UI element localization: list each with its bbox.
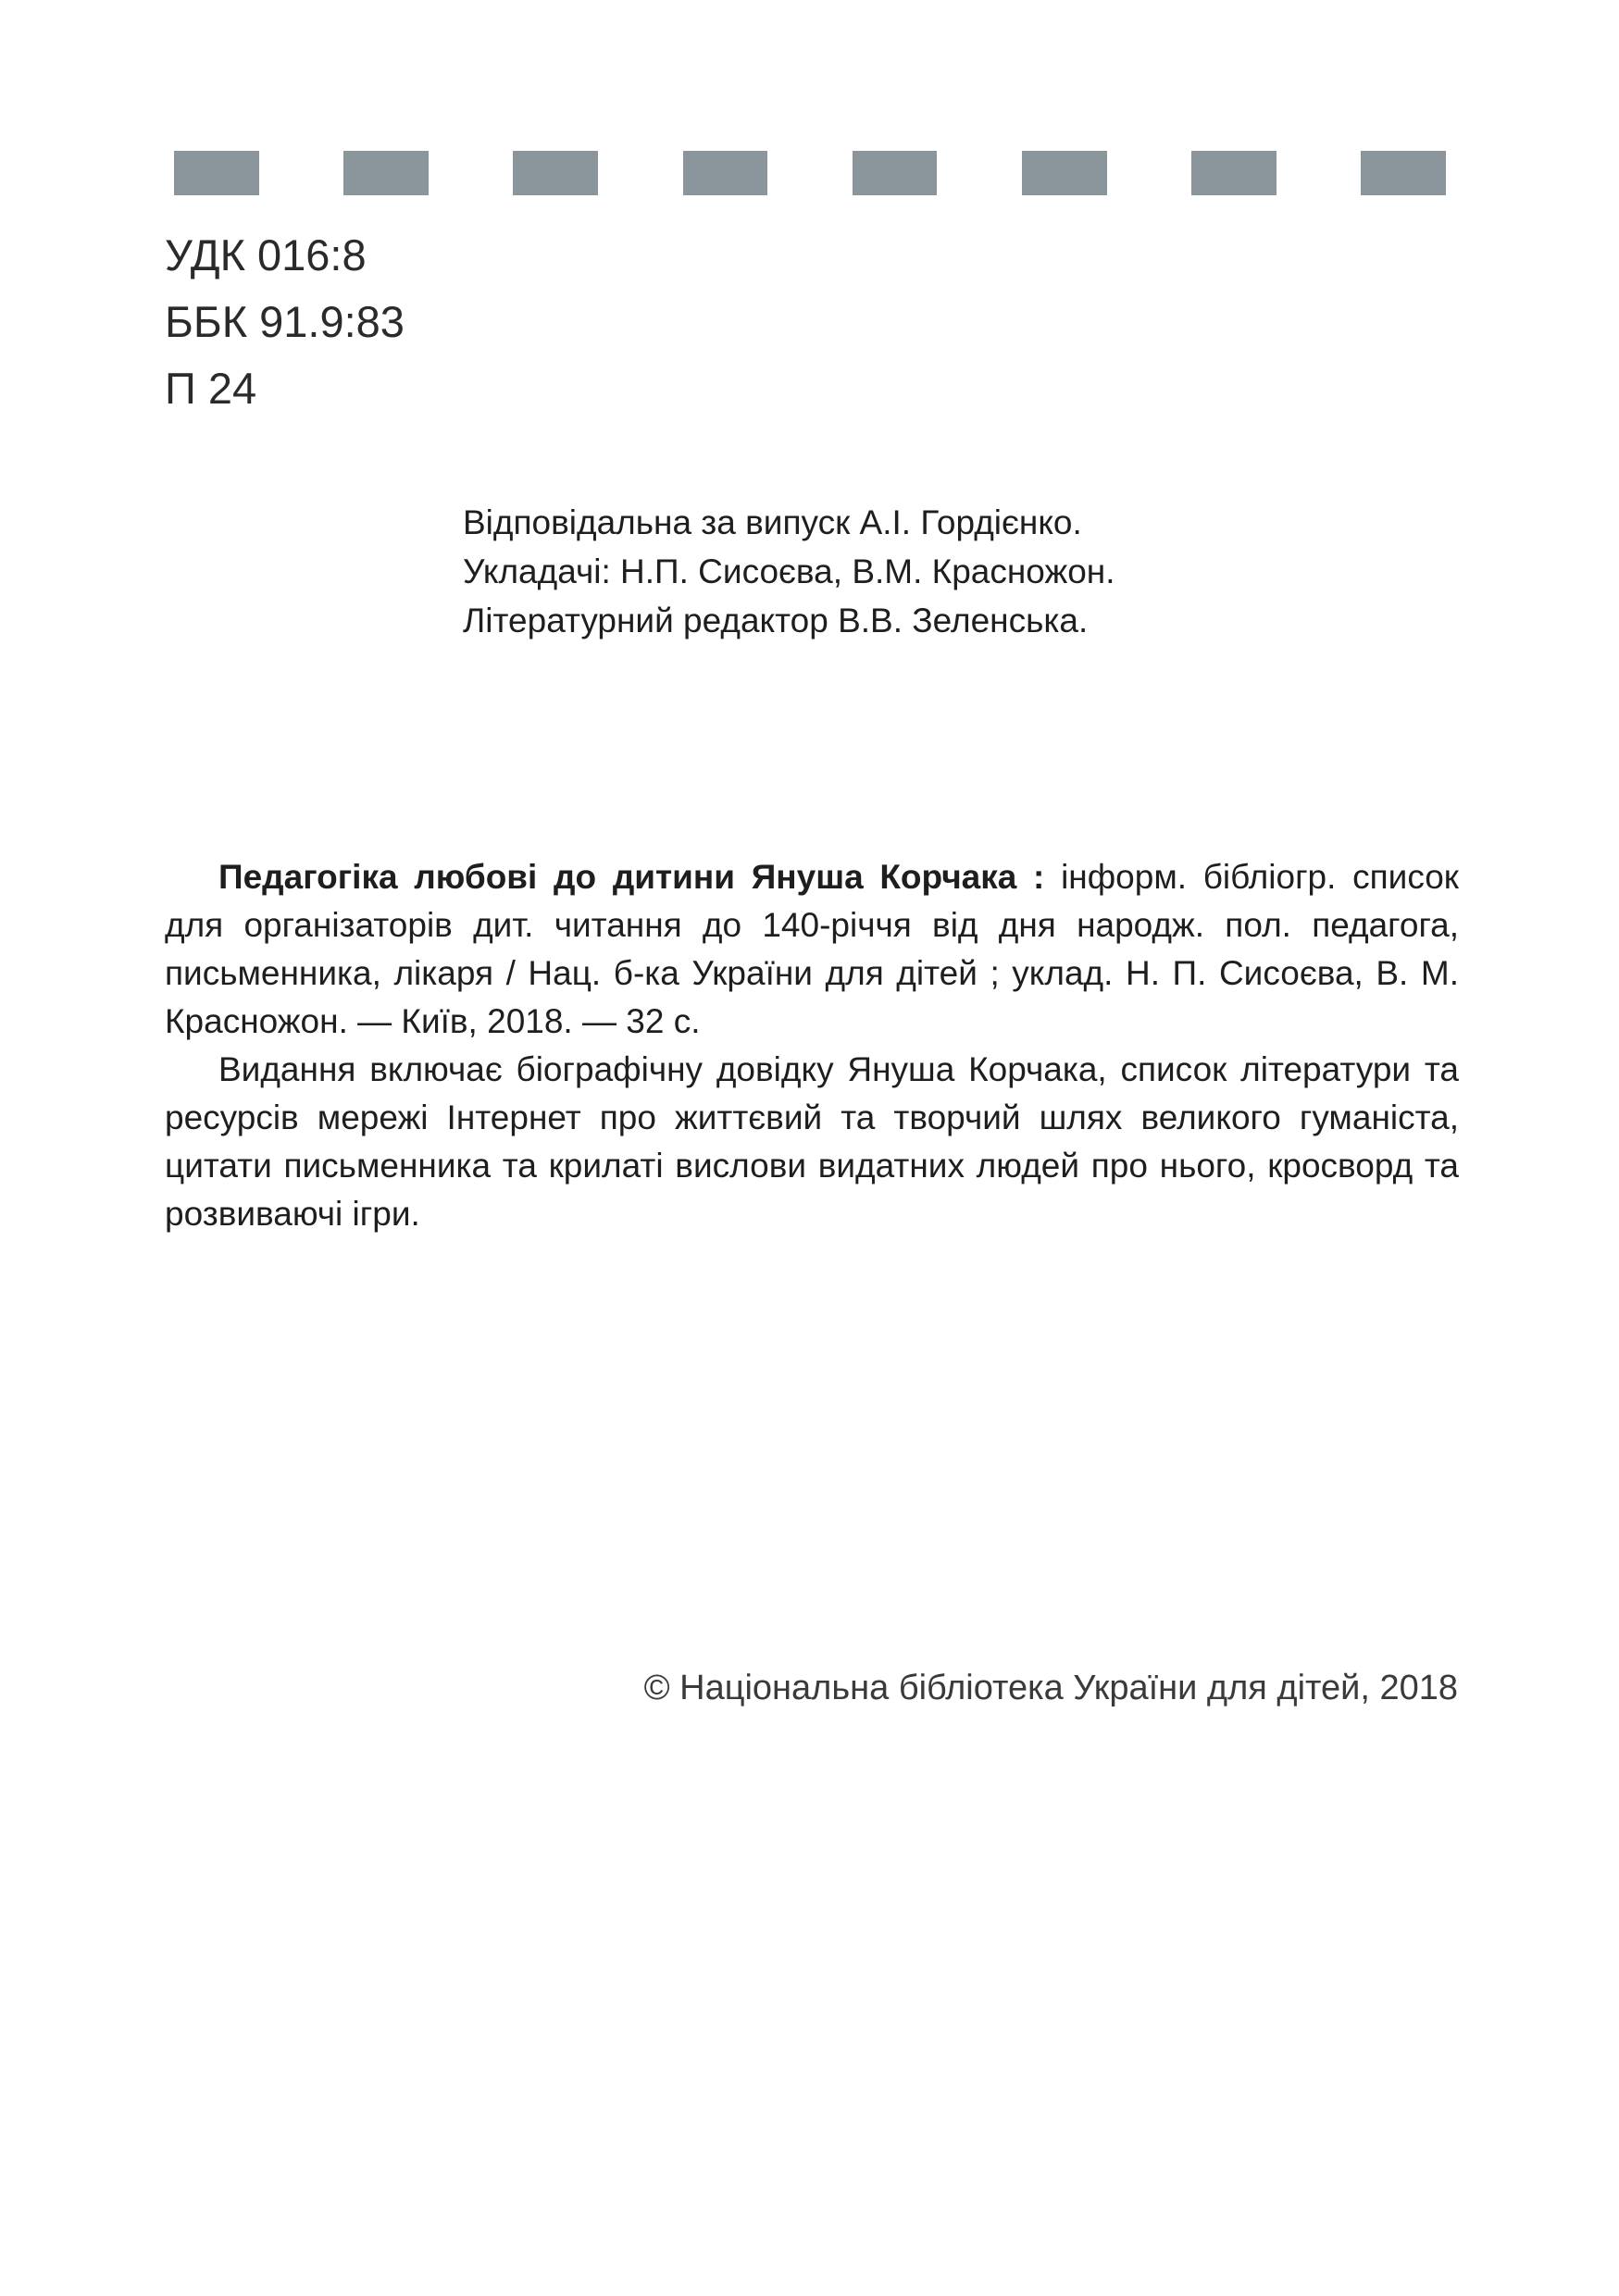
credits-block (463, 498, 1115, 645)
stripe-segment-dark (1191, 151, 1277, 195)
stripe-segment-dark (174, 151, 259, 195)
record-details: інформ. бібліогр. список для організаторів дит. читання до 140-річчя від дня народж. пол. педагога, письменника, лікаря / Нац. б-ка України для дітей ; уклад. Н. П. Сисоєва, В. М. Красножон. — Київ, 2018. — 32 с. (165, 858, 1459, 1040)
bbk-code: ББК 91.9:83 (165, 297, 405, 346)
annotation-text: Видання включає біографічну довідку Януша Корчака, список літератури та ресурсів мережі Інтернет про життєвий та творчий шлях великого гуманіста, цитати письменника та крилаті вислови видатних людей про нього, кросворд та розвиваючі ігри. (165, 1050, 1459, 1233)
stripe-segment-light (1107, 151, 1192, 195)
book-title: Педагогіка любові до дитини Януша Корчака : (218, 858, 1045, 896)
bibliographic-description (165, 853, 1459, 1238)
decorative-stripe (174, 151, 1446, 195)
stripe-segment-dark (853, 151, 938, 195)
editor-line: Літературний редактор В.В. Зеленська. (463, 602, 1089, 639)
stripe-segment-light (1277, 151, 1362, 195)
stripe-segment-light (598, 151, 683, 195)
bibliographic-record (165, 853, 1459, 1046)
author-mark: П 24 (165, 364, 257, 413)
udk-code: УДК 016:8 (165, 230, 367, 279)
classification-codes (165, 222, 405, 422)
stripe-segment-dark (683, 151, 768, 195)
stripe-segment-light (429, 151, 514, 195)
stripe-segment-dark (343, 151, 429, 195)
compilers-line: Укладачі: Н.П. Сисоєва, В.М. Красножон. (463, 552, 1115, 590)
stripe-segment-light (767, 151, 853, 195)
stripe-segment-dark (513, 151, 598, 195)
stripe-segment-light (937, 151, 1022, 195)
stripe-segment-light (259, 151, 344, 195)
copyright-notice: © Національна бібліотека України для дітей, 2018 (643, 1669, 1458, 1707)
stripe-segment-dark (1361, 151, 1446, 195)
stripe-segment-dark (1022, 151, 1107, 195)
responsible-line: Відповідальна за випуск А.І. Гордієнко. (463, 503, 1082, 541)
